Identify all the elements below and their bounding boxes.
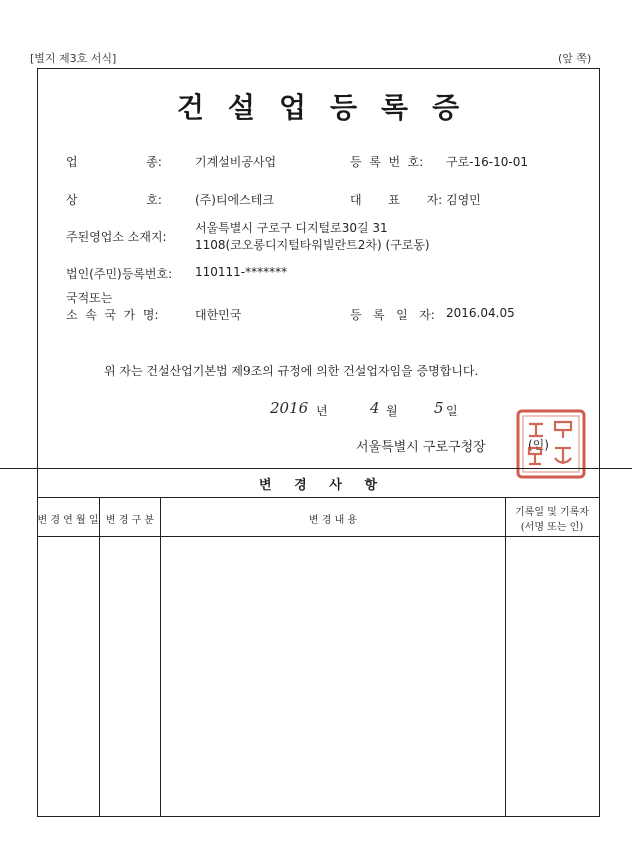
business-type-value: 기계설비공사업 bbox=[195, 155, 277, 169]
col-change-content: 변 경 내 용 bbox=[308, 515, 358, 526]
column-line-3 bbox=[505, 497, 506, 816]
issue-year: 2016 bbox=[270, 399, 309, 417]
address-line-2: 1108(코오롱디지털타워빌란트2차) (구로동) bbox=[195, 238, 430, 252]
col-recorder-line-1: 기록일 및 기록자 bbox=[515, 507, 589, 518]
trade-name-value: (주)티에스테크 bbox=[195, 193, 274, 207]
address-label: 주된영업소 소재지: bbox=[66, 230, 167, 244]
corp-no-label: 법인(주민)등록번호: bbox=[66, 267, 173, 281]
nationality-value: 대한민국 bbox=[195, 308, 242, 322]
reg-date-value: 2016.04.05 bbox=[446, 306, 515, 320]
trade-name-label: 상 호: bbox=[66, 193, 162, 207]
business-type-label: 업 종: bbox=[66, 155, 162, 169]
column-line-2 bbox=[160, 497, 161, 816]
corp-no-value: 110111-******* bbox=[195, 265, 288, 279]
certification-text: 위 자는 건설산업기본법 제9조의 규정에 의한 건설업자임을 증명합니다. bbox=[104, 364, 479, 378]
representative-label: 대 표 자: bbox=[350, 193, 443, 207]
side-label: (앞 쪽) bbox=[558, 52, 592, 65]
issue-month: 4 bbox=[370, 399, 380, 417]
col-change-date: 변 경 연 월 일 bbox=[37, 515, 99, 526]
issue-month-unit: 월 bbox=[386, 404, 398, 418]
issue-day-unit: 일 bbox=[446, 404, 458, 418]
nationality-label-2: 소 속 국 가 명: bbox=[66, 308, 159, 322]
official-seal-stamp bbox=[515, 408, 587, 480]
changes-heading-divider bbox=[37, 497, 599, 498]
reg-no-value: 구로-16-10-01 bbox=[446, 155, 528, 169]
reg-date-label: 등 록 일 자: bbox=[350, 308, 435, 322]
issue-year-unit: 년 bbox=[316, 404, 328, 418]
representative-value: 김영민 bbox=[446, 193, 481, 207]
seal-mark: (인) bbox=[528, 438, 549, 452]
section-divider-top bbox=[0, 468, 632, 469]
changes-heading: 변 경 사 항 bbox=[258, 478, 378, 493]
col-recorder-line-2: (서명 또는 인) bbox=[520, 522, 584, 533]
nationality-label-1: 국적또는 bbox=[66, 291, 113, 305]
address-line-1: 서울특별시 구로구 디지털로30길 31 bbox=[195, 221, 388, 235]
issuer-name: 서울특별시 구로구청장 bbox=[356, 440, 486, 455]
document-title: 건설업등록증 bbox=[176, 91, 484, 124]
form-number: [별지 제3호 서식] bbox=[30, 52, 117, 65]
column-line-1 bbox=[99, 497, 100, 816]
reg-no-label: 등 록 번 호: bbox=[350, 155, 424, 169]
column-header-divider bbox=[37, 536, 599, 537]
issue-day: 5 bbox=[434, 399, 444, 417]
col-change-category: 변 경 구 분 bbox=[105, 515, 155, 526]
